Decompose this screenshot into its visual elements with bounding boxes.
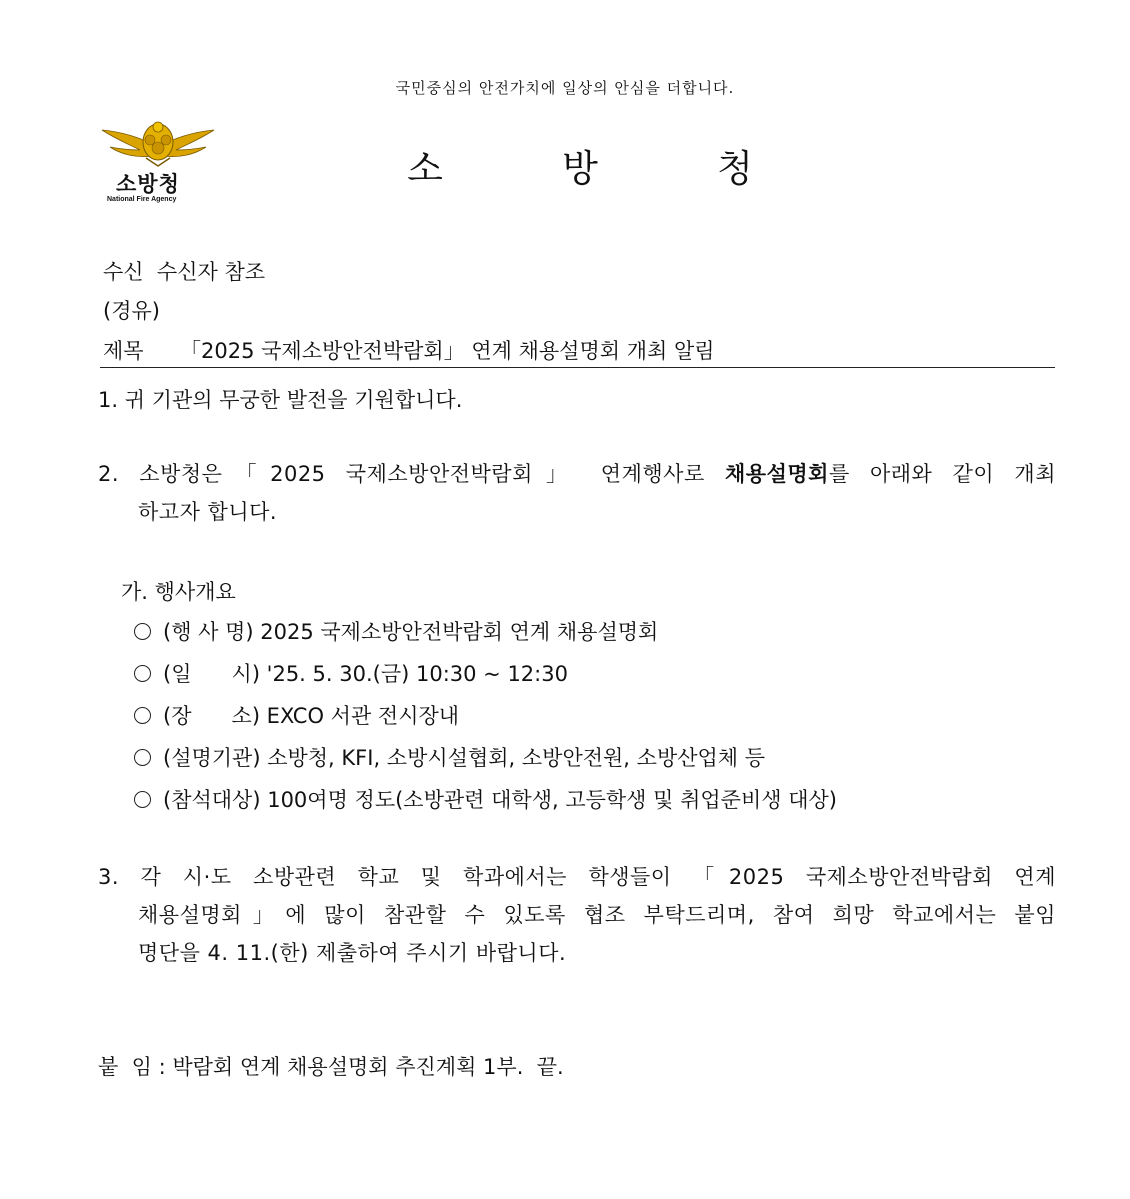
subject-text: 「2025 국제소방안전박람회」 연계 채용설명회 개최 알림 <box>180 339 715 363</box>
slogan: 국민중심의 안전가치에 일상의 안심을 더합니다. <box>395 79 735 97</box>
paragraph-3-line-1: 3. 각 시·도 소방관련 학교 및 학과에서는 학생들이 「2025 국제소방안전박람회 연계 <box>98 865 1056 889</box>
overview-item-text: (일 시) '25. 5. 30.(금) 10:30 ~ 12:30 <box>163 662 568 686</box>
overview-item-text: (설명기관) 소방청, KFI, 소방시설협회, 소방안전원, 소방산업체 등 <box>163 746 766 770</box>
circle-bullet-icon <box>134 707 151 724</box>
circle-bullet-icon <box>134 665 151 682</box>
circle-bullet-icon <box>134 791 151 808</box>
agency-title-char: 청 <box>717 147 753 190</box>
agency-title <box>400 138 760 192</box>
agency-logo <box>100 118 216 210</box>
overview-item <box>134 616 658 646</box>
overview-item <box>134 784 837 814</box>
logo-name-en: National Fire Agency <box>107 196 177 203</box>
section-title: 가. 행사개요 <box>121 580 236 604</box>
via-line: (경유) <box>103 299 160 323</box>
paragraph-2-text-end: 를 아래와 같이 개최 <box>828 462 1056 486</box>
subject-label: 제목 <box>103 339 144 363</box>
paragraph-1: 1. 귀 기관의 무궁한 발전을 기원합니다. <box>98 388 463 412</box>
overview-item <box>134 742 765 772</box>
agency-title-char: 방 <box>562 147 598 190</box>
paragraph-3-line-3: 명단을 4. 11.(한) 제출하여 주시기 바랍니다. <box>138 941 567 965</box>
paragraph-3-line-2: 채용설명회」에 많이 참관할 수 있도록 협조 부탁드리며, 참여 희망 학교에서는 붙임 <box>138 903 1056 927</box>
fire-agency-emblem-icon <box>100 118 216 170</box>
overview-item-text: (참석대상) 100여명 정도(소방관련 대학생, 고등학생 및 취업준비생 대상) <box>163 788 837 812</box>
logo-name-ko: 소방청 <box>116 172 180 196</box>
overview-item <box>134 700 459 730</box>
overview-item-text: (장 소) EXCO 서관 전시장내 <box>163 704 460 728</box>
recipient-line: 수신 수신자 참조 <box>103 260 266 284</box>
paragraph-2-emphasis: 채용설명회 <box>725 462 829 486</box>
paragraph-2-line-1 <box>98 455 1056 493</box>
agency-title-char: 소 <box>407 147 443 190</box>
header-divider <box>100 367 1055 368</box>
paragraph-2-text: 2. 소방청은「2025 국제소방안전박람회」 연계행사로 <box>98 462 725 486</box>
overview-item-text: (행 사 명) 2025 국제소방안전박람회 연계 채용설명회 <box>163 620 659 644</box>
circle-bullet-icon <box>134 623 151 640</box>
circle-bullet-icon <box>134 749 151 766</box>
attachment-line: 붙 임 : 박람회 연계 채용설명회 추진계획 1부. 끝. <box>98 1055 564 1079</box>
paragraph-2-line-2: 하고자 합니다. <box>138 500 278 524</box>
paragraph-2 <box>98 455 1056 531</box>
overview-item <box>134 658 568 688</box>
paragraph-3 <box>98 858 1056 972</box>
